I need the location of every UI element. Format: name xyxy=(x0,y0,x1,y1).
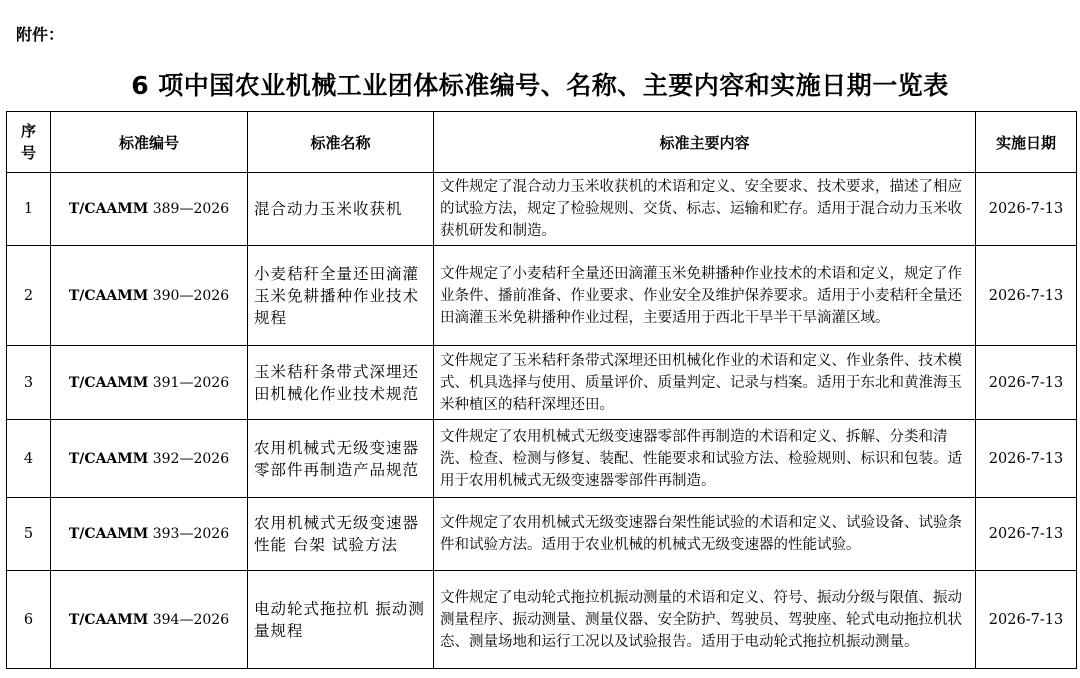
row-date: 2026-7-13 xyxy=(976,571,1077,669)
header-content: 标准主要内容 xyxy=(434,112,976,173)
row-content: 文件规定了混合动力玉米收获机的术语和定义、安全要求、技术要求，描述了相应的试验方法，规定了检验规则、交货、标志、运输和贮存。适用于混合动力玉米收获机研发和制造。 xyxy=(434,173,976,246)
row-name: 混合动力玉米收获机 xyxy=(248,173,434,246)
row-seq: 5 xyxy=(7,498,51,571)
attachment-label: 附件： xyxy=(16,25,65,44)
row-seq: 3 xyxy=(7,346,51,420)
table-row xyxy=(7,173,1077,246)
row-seq: 1 xyxy=(7,173,51,246)
row-date: 2026-7-13 xyxy=(976,173,1077,246)
header-seq: 序 号 xyxy=(7,112,51,173)
row-content: 文件规定了农用机械式无级变速器零部件再制造的术语和定义、拆解、分类和清洗、检查、检测与修复、装配、性能要求和试验方法、检验规则、标识和包装。适用于农用机械式无级变速器零部件再制造。 xyxy=(434,420,976,498)
header-date: 实施日期 xyxy=(976,112,1077,173)
row-name: 农用机械式无级变速器 性能 台架 试验方法 xyxy=(248,498,434,571)
row-code: T/CAAMM 394—2026 xyxy=(51,571,248,669)
row-seq: 4 xyxy=(7,420,51,498)
header-name: 标准名称 xyxy=(248,112,434,173)
row-date: 2026-7-13 xyxy=(976,346,1077,420)
table-row xyxy=(7,571,1077,669)
row-code: T/CAAMM 392—2026 xyxy=(51,420,248,498)
row-content: 文件规定了电动轮式拖拉机振动测量的术语和定义、符号、振动分级与限值、振动测量程序、振动测量、测量仪器、安全防护、驾驶员、驾驶座、轮式电动拖拉机状态、测量场地和运行工况以及试验报告。适用于电动轮式拖拉机振动测量。 xyxy=(434,571,976,669)
row-content: 文件规定了农用机械式无级变速器台架性能试验的术语和定义、试验设备、试验条件和试验方法。适用于农业机械的机械式无级变速器的性能试验。 xyxy=(434,498,976,571)
table-header-row xyxy=(7,112,1077,173)
row-code: T/CAAMM 393—2026 xyxy=(51,498,248,571)
table-row xyxy=(7,420,1077,498)
row-date: 2026-7-13 xyxy=(976,420,1077,498)
row-seq: 2 xyxy=(7,246,51,346)
standards-table xyxy=(6,111,1077,669)
row-code: T/CAAMM 391—2026 xyxy=(51,346,248,420)
row-content: 文件规定了玉米秸秆条带式深埋还田机械化作业的术语和定义、作业条件、技术模式、机具选择与使用、质量评价、质量判定、记录与档案。适用于东北和黄淮海玉米种植区的秸秆深埋还田。 xyxy=(434,346,976,420)
table-row xyxy=(7,246,1077,346)
row-seq: 6 xyxy=(7,571,51,669)
header-code: 标准编号 xyxy=(51,112,248,173)
row-name: 电动轮式拖拉机 振动测量规程 xyxy=(248,571,434,669)
table-row xyxy=(7,498,1077,571)
page-title: 6 项中国农业机械工业团体标准编号、名称、主要内容和实施日期一览表 xyxy=(131,71,949,100)
row-code: T/CAAMM 390—2026 xyxy=(51,246,248,346)
row-date: 2026-7-13 xyxy=(976,498,1077,571)
row-date: 2026-7-13 xyxy=(976,246,1077,346)
row-name: 玉米秸秆条带式深埋还田机械化作业技术规范 xyxy=(248,346,434,420)
row-name: 小麦秸秆全量还田滴灌玉米免耕播种作业技术规程 xyxy=(248,246,434,346)
table-row xyxy=(7,346,1077,420)
row-name: 农用机械式无级变速器 零部件再制造产品规范 xyxy=(248,420,434,498)
row-content: 文件规定了小麦秸秆全量还田滴灌玉米免耕播种作业技术的术语和定义，规定了作业条件、播前准备、作业要求、作业安全及维护保养要求。适用于小麦秸秆全量还田滴灌玉米免耕播种作业过程，主要适用于西北干旱半干旱滴灌区域。 xyxy=(434,246,976,346)
row-code: T/CAAMM 389—2026 xyxy=(51,173,248,246)
